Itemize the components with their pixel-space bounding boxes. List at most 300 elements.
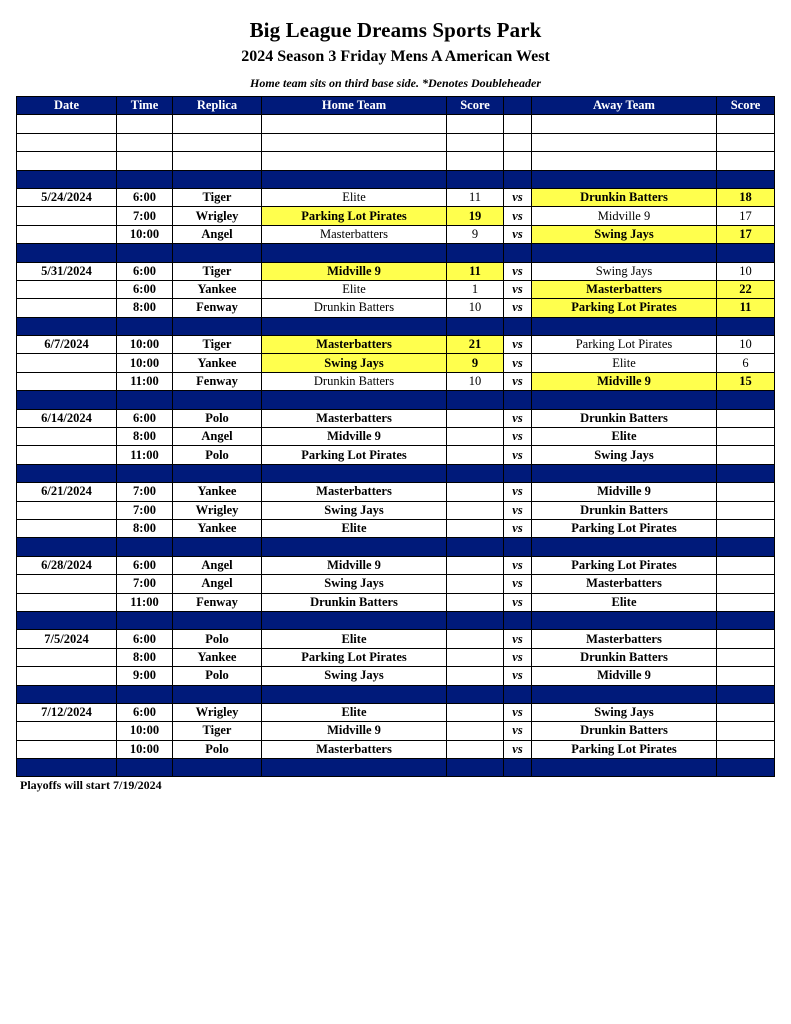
separator-cell — [173, 759, 262, 777]
home-cell: Swing Jays — [262, 501, 447, 519]
away-cell: Drunkin Batters — [532, 722, 717, 740]
away-score-cell — [717, 575, 775, 593]
week-separator — [17, 538, 775, 556]
away-cell — [532, 115, 717, 133]
away-cell — [532, 152, 717, 170]
separator-cell — [17, 391, 117, 409]
home-score-cell — [447, 501, 504, 519]
separator-cell — [504, 464, 532, 482]
home-cell: Midville 9 — [262, 428, 447, 446]
time-cell: 10:00 — [117, 740, 173, 758]
away-cell: Midville 9 — [532, 483, 717, 501]
replica-cell: Polo — [173, 630, 262, 648]
date-cell: 7/5/2024 — [17, 630, 117, 648]
away-score-cell: 6 — [717, 354, 775, 372]
vs-cell: vs — [504, 630, 532, 648]
vs-cell — [504, 115, 532, 133]
game-row — [17, 722, 775, 740]
away-score-cell — [717, 630, 775, 648]
separator-cell — [717, 759, 775, 777]
home-score-cell — [447, 740, 504, 758]
vs-cell: vs — [504, 556, 532, 574]
home-cell — [262, 133, 447, 151]
time-cell: 7:00 — [117, 483, 173, 501]
separator-cell — [532, 464, 717, 482]
week-separator — [17, 170, 775, 188]
game-row — [17, 519, 775, 537]
replica-cell: Angel — [173, 556, 262, 574]
home-cell: Midville 9 — [262, 262, 447, 280]
vs-cell: vs — [504, 336, 532, 354]
vs-cell: vs — [504, 372, 532, 390]
separator-cell — [717, 317, 775, 335]
home-score-cell: 10 — [447, 299, 504, 317]
col-home-team: Home Team — [262, 97, 447, 115]
separator-cell — [117, 317, 173, 335]
separator-cell — [532, 391, 717, 409]
time-cell: 6:00 — [117, 630, 173, 648]
vs-cell: vs — [504, 593, 532, 611]
replica-cell: Wrigley — [173, 207, 262, 225]
vs-cell: vs — [504, 667, 532, 685]
separator-cell — [173, 611, 262, 629]
date-cell — [17, 115, 117, 133]
separator-cell — [173, 391, 262, 409]
away-cell: Midville 9 — [532, 667, 717, 685]
separator-cell — [532, 685, 717, 703]
schedule-table — [16, 96, 775, 777]
separator-cell — [117, 464, 173, 482]
separator-cell — [117, 759, 173, 777]
vs-cell: vs — [504, 483, 532, 501]
week-separator — [17, 391, 775, 409]
home-cell: Drunkin Batters — [262, 593, 447, 611]
away-cell: Swing Jays — [532, 703, 717, 721]
separator-cell — [17, 244, 117, 262]
separator-cell — [504, 170, 532, 188]
home-score-cell — [447, 593, 504, 611]
separator-cell — [117, 170, 173, 188]
home-cell: Masterbatters — [262, 225, 447, 243]
separator-cell — [717, 685, 775, 703]
schedule-body — [17, 115, 775, 777]
game-row — [17, 133, 775, 151]
separator-cell — [504, 611, 532, 629]
separator-cell — [262, 611, 447, 629]
replica-cell: Angel — [173, 428, 262, 446]
away-score-cell: 17 — [717, 207, 775, 225]
date-cell — [17, 372, 117, 390]
home-score-cell — [447, 115, 504, 133]
home-cell: Parking Lot Pirates — [262, 207, 447, 225]
time-cell: 6:00 — [117, 280, 173, 298]
away-score-cell — [717, 152, 775, 170]
away-score-cell — [717, 115, 775, 133]
separator-cell — [17, 759, 117, 777]
time-cell: 11:00 — [117, 446, 173, 464]
separator-cell — [17, 611, 117, 629]
vs-cell: vs — [504, 280, 532, 298]
separator-cell — [717, 244, 775, 262]
replica-cell: Polo — [173, 740, 262, 758]
separator-cell — [447, 685, 504, 703]
home-score-cell — [447, 722, 504, 740]
separator-cell — [532, 170, 717, 188]
date-cell: 7/12/2024 — [17, 703, 117, 721]
week-separator — [17, 244, 775, 262]
vs-cell: vs — [504, 501, 532, 519]
home-score-cell: 11 — [447, 188, 504, 206]
separator-cell — [17, 170, 117, 188]
date-cell: 6/7/2024 — [17, 336, 117, 354]
replica-cell: Fenway — [173, 372, 262, 390]
time-cell: 6:00 — [117, 556, 173, 574]
time-cell: 10:00 — [117, 354, 173, 372]
date-cell — [17, 593, 117, 611]
separator-cell — [173, 317, 262, 335]
away-score-cell: 18 — [717, 188, 775, 206]
separator-cell — [532, 759, 717, 777]
replica-cell: Yankee — [173, 280, 262, 298]
separator-cell — [504, 317, 532, 335]
header-note: Home team sits on third base side. *Denotes Doubleheader — [250, 76, 541, 90]
home-score-cell — [447, 667, 504, 685]
replica-cell: Tiger — [173, 336, 262, 354]
vs-cell: vs — [504, 428, 532, 446]
replica-cell — [173, 115, 262, 133]
away-cell: Drunkin Batters — [532, 409, 717, 427]
away-cell: Parking Lot Pirates — [532, 336, 717, 354]
date-cell — [17, 575, 117, 593]
vs-cell: vs — [504, 225, 532, 243]
game-row — [17, 667, 775, 685]
separator-cell — [532, 317, 717, 335]
away-cell: Swing Jays — [532, 225, 717, 243]
separator-cell — [717, 611, 775, 629]
date-cell — [17, 299, 117, 317]
replica-cell: Wrigley — [173, 703, 262, 721]
home-cell: Parking Lot Pirates — [262, 648, 447, 666]
separator-cell — [447, 538, 504, 556]
game-row — [17, 630, 775, 648]
replica-cell: Tiger — [173, 262, 262, 280]
away-cell: Swing Jays — [532, 262, 717, 280]
home-cell: Masterbatters — [262, 409, 447, 427]
separator-cell — [173, 685, 262, 703]
date-cell — [17, 446, 117, 464]
game-row — [17, 262, 775, 280]
game-row — [17, 225, 775, 243]
away-cell: Swing Jays — [532, 446, 717, 464]
date-cell — [17, 519, 117, 537]
replica-cell: Yankee — [173, 648, 262, 666]
away-cell: Parking Lot Pirates — [532, 519, 717, 537]
replica-cell: Angel — [173, 225, 262, 243]
home-cell — [262, 152, 447, 170]
vs-cell: vs — [504, 575, 532, 593]
separator-cell — [262, 244, 447, 262]
replica-cell: Angel — [173, 575, 262, 593]
col-away-score: Score — [717, 97, 775, 115]
home-score-cell: 10 — [447, 372, 504, 390]
home-cell: Elite — [262, 519, 447, 537]
home-cell: Elite — [262, 280, 447, 298]
away-score-cell: 15 — [717, 372, 775, 390]
date-cell: 6/21/2024 — [17, 483, 117, 501]
replica-cell: Wrigley — [173, 501, 262, 519]
separator-cell — [717, 170, 775, 188]
time-cell: 8:00 — [117, 299, 173, 317]
game-row — [17, 703, 775, 721]
game-row — [17, 409, 775, 427]
game-row — [17, 188, 775, 206]
separator-cell — [262, 170, 447, 188]
vs-cell: vs — [504, 207, 532, 225]
separator-cell — [504, 685, 532, 703]
game-row — [17, 740, 775, 758]
vs-cell — [504, 152, 532, 170]
separator-cell — [447, 464, 504, 482]
separator-cell — [504, 391, 532, 409]
date-cell — [17, 207, 117, 225]
separator-cell — [532, 611, 717, 629]
home-score-cell — [447, 409, 504, 427]
game-row — [17, 280, 775, 298]
replica-cell — [173, 133, 262, 151]
vs-cell: vs — [504, 722, 532, 740]
separator-cell — [262, 759, 447, 777]
time-cell: 7:00 — [117, 207, 173, 225]
away-cell: Elite — [532, 354, 717, 372]
away-cell: Elite — [532, 593, 717, 611]
separator-cell — [173, 464, 262, 482]
col-home-score: Score — [447, 97, 504, 115]
vs-cell — [504, 133, 532, 151]
home-score-cell — [447, 446, 504, 464]
game-row — [17, 501, 775, 519]
away-score-cell — [717, 593, 775, 611]
away-score-cell — [717, 409, 775, 427]
replica-cell: Fenway — [173, 593, 262, 611]
playoffs-note: Playoffs will start 7/19/2024 — [20, 778, 162, 792]
home-cell: Masterbatters — [262, 483, 447, 501]
separator-cell — [447, 170, 504, 188]
home-cell: Midville 9 — [262, 722, 447, 740]
date-cell — [17, 152, 117, 170]
home-cell — [262, 115, 447, 133]
separator-cell — [262, 317, 447, 335]
home-score-cell — [447, 648, 504, 666]
away-cell: Masterbatters — [532, 575, 717, 593]
col-vs — [504, 97, 532, 115]
separator-cell — [447, 317, 504, 335]
home-score-cell — [447, 428, 504, 446]
home-score-cell: 19 — [447, 207, 504, 225]
away-cell: Parking Lot Pirates — [532, 740, 717, 758]
separator-cell — [117, 685, 173, 703]
away-cell: Drunkin Batters — [532, 501, 717, 519]
away-cell: Drunkin Batters — [532, 648, 717, 666]
replica-cell: Yankee — [173, 483, 262, 501]
separator-cell — [447, 391, 504, 409]
date-cell — [17, 648, 117, 666]
date-cell — [17, 280, 117, 298]
game-row — [17, 354, 775, 372]
time-cell — [117, 152, 173, 170]
home-score-cell — [447, 556, 504, 574]
separator-cell — [717, 464, 775, 482]
home-cell: Drunkin Batters — [262, 372, 447, 390]
time-cell: 8:00 — [117, 648, 173, 666]
home-score-cell — [447, 133, 504, 151]
date-cell — [17, 667, 117, 685]
separator-cell — [447, 759, 504, 777]
separator-cell — [117, 391, 173, 409]
home-score-cell — [447, 483, 504, 501]
time-cell: 6:00 — [117, 409, 173, 427]
time-cell: 7:00 — [117, 575, 173, 593]
time-cell: 8:00 — [117, 519, 173, 537]
replica-cell: Polo — [173, 409, 262, 427]
date-cell — [17, 501, 117, 519]
time-cell: 11:00 — [117, 593, 173, 611]
separator-cell — [173, 538, 262, 556]
time-cell: 8:00 — [117, 428, 173, 446]
separator-cell — [173, 170, 262, 188]
away-cell: Masterbatters — [532, 280, 717, 298]
home-cell: Swing Jays — [262, 575, 447, 593]
separator-cell — [532, 538, 717, 556]
away-score-cell — [717, 428, 775, 446]
away-score-cell — [717, 667, 775, 685]
date-cell — [17, 740, 117, 758]
home-score-cell: 9 — [447, 225, 504, 243]
week-separator — [17, 317, 775, 335]
away-score-cell — [717, 703, 775, 721]
game-row — [17, 115, 775, 133]
separator-cell — [447, 244, 504, 262]
time-cell: 11:00 — [117, 372, 173, 390]
home-score-cell: 9 — [447, 354, 504, 372]
separator-cell — [17, 464, 117, 482]
separator-cell — [447, 611, 504, 629]
separator-cell — [17, 685, 117, 703]
home-score-cell — [447, 519, 504, 537]
separator-cell — [504, 538, 532, 556]
separator-cell — [117, 611, 173, 629]
replica-cell: Yankee — [173, 519, 262, 537]
page-title: Big League Dreams Sports Park — [249, 18, 542, 42]
home-score-cell: 21 — [447, 336, 504, 354]
away-score-cell — [717, 740, 775, 758]
away-score-cell — [717, 519, 775, 537]
vs-cell: vs — [504, 299, 532, 317]
away-score-cell — [717, 648, 775, 666]
away-cell: Drunkin Batters — [532, 188, 717, 206]
game-row — [17, 428, 775, 446]
page-subtitle: 2024 Season 3 Friday Mens A American West — [241, 48, 550, 65]
home-cell: Swing Jays — [262, 354, 447, 372]
date-cell: 6/28/2024 — [17, 556, 117, 574]
home-cell: Elite — [262, 703, 447, 721]
vs-cell: vs — [504, 703, 532, 721]
week-separator — [17, 611, 775, 629]
time-cell: 6:00 — [117, 262, 173, 280]
col-date: Date — [17, 97, 117, 115]
date-cell — [17, 225, 117, 243]
game-row — [17, 593, 775, 611]
game-row — [17, 446, 775, 464]
game-row — [17, 483, 775, 501]
separator-cell — [262, 685, 447, 703]
separator-cell — [173, 244, 262, 262]
away-cell: Parking Lot Pirates — [532, 299, 717, 317]
week-separator — [17, 759, 775, 777]
replica-cell: Yankee — [173, 354, 262, 372]
home-score-cell — [447, 575, 504, 593]
home-cell: Masterbatters — [262, 740, 447, 758]
separator-cell — [532, 244, 717, 262]
replica-cell — [173, 152, 262, 170]
date-cell — [17, 354, 117, 372]
game-row — [17, 575, 775, 593]
away-score-cell — [717, 133, 775, 151]
separator-cell — [17, 317, 117, 335]
away-score-cell: 22 — [717, 280, 775, 298]
away-cell: Elite — [532, 428, 717, 446]
replica-cell: Fenway — [173, 299, 262, 317]
time-cell — [117, 133, 173, 151]
away-cell: Midville 9 — [532, 372, 717, 390]
separator-cell — [504, 244, 532, 262]
replica-cell: Tiger — [173, 188, 262, 206]
vs-cell: vs — [504, 409, 532, 427]
time-cell: 6:00 — [117, 188, 173, 206]
away-score-cell — [717, 483, 775, 501]
time-cell: 10:00 — [117, 225, 173, 243]
separator-cell — [504, 759, 532, 777]
home-cell: Masterbatters — [262, 336, 447, 354]
vs-cell: vs — [504, 262, 532, 280]
away-score-cell — [717, 446, 775, 464]
replica-cell: Polo — [173, 667, 262, 685]
date-cell: 6/14/2024 — [17, 409, 117, 427]
away-cell: Midville 9 — [532, 207, 717, 225]
separator-cell — [717, 391, 775, 409]
col-time: Time — [117, 97, 173, 115]
home-cell: Parking Lot Pirates — [262, 446, 447, 464]
col-replica: Replica — [173, 97, 262, 115]
away-cell: Parking Lot Pirates — [532, 556, 717, 574]
replica-cell: Polo — [173, 446, 262, 464]
vs-cell: vs — [504, 446, 532, 464]
col-away-team: Away Team — [532, 97, 717, 115]
week-separator — [17, 464, 775, 482]
time-cell: 10:00 — [117, 336, 173, 354]
away-score-cell — [717, 722, 775, 740]
game-row — [17, 299, 775, 317]
home-score-cell — [447, 703, 504, 721]
game-row — [17, 556, 775, 574]
header-row — [17, 97, 775, 115]
away-score-cell — [717, 556, 775, 574]
home-cell: Drunkin Batters — [262, 299, 447, 317]
separator-cell — [117, 538, 173, 556]
separator-cell — [262, 391, 447, 409]
separator-cell — [117, 244, 173, 262]
vs-cell: vs — [504, 648, 532, 666]
date-cell — [17, 722, 117, 740]
